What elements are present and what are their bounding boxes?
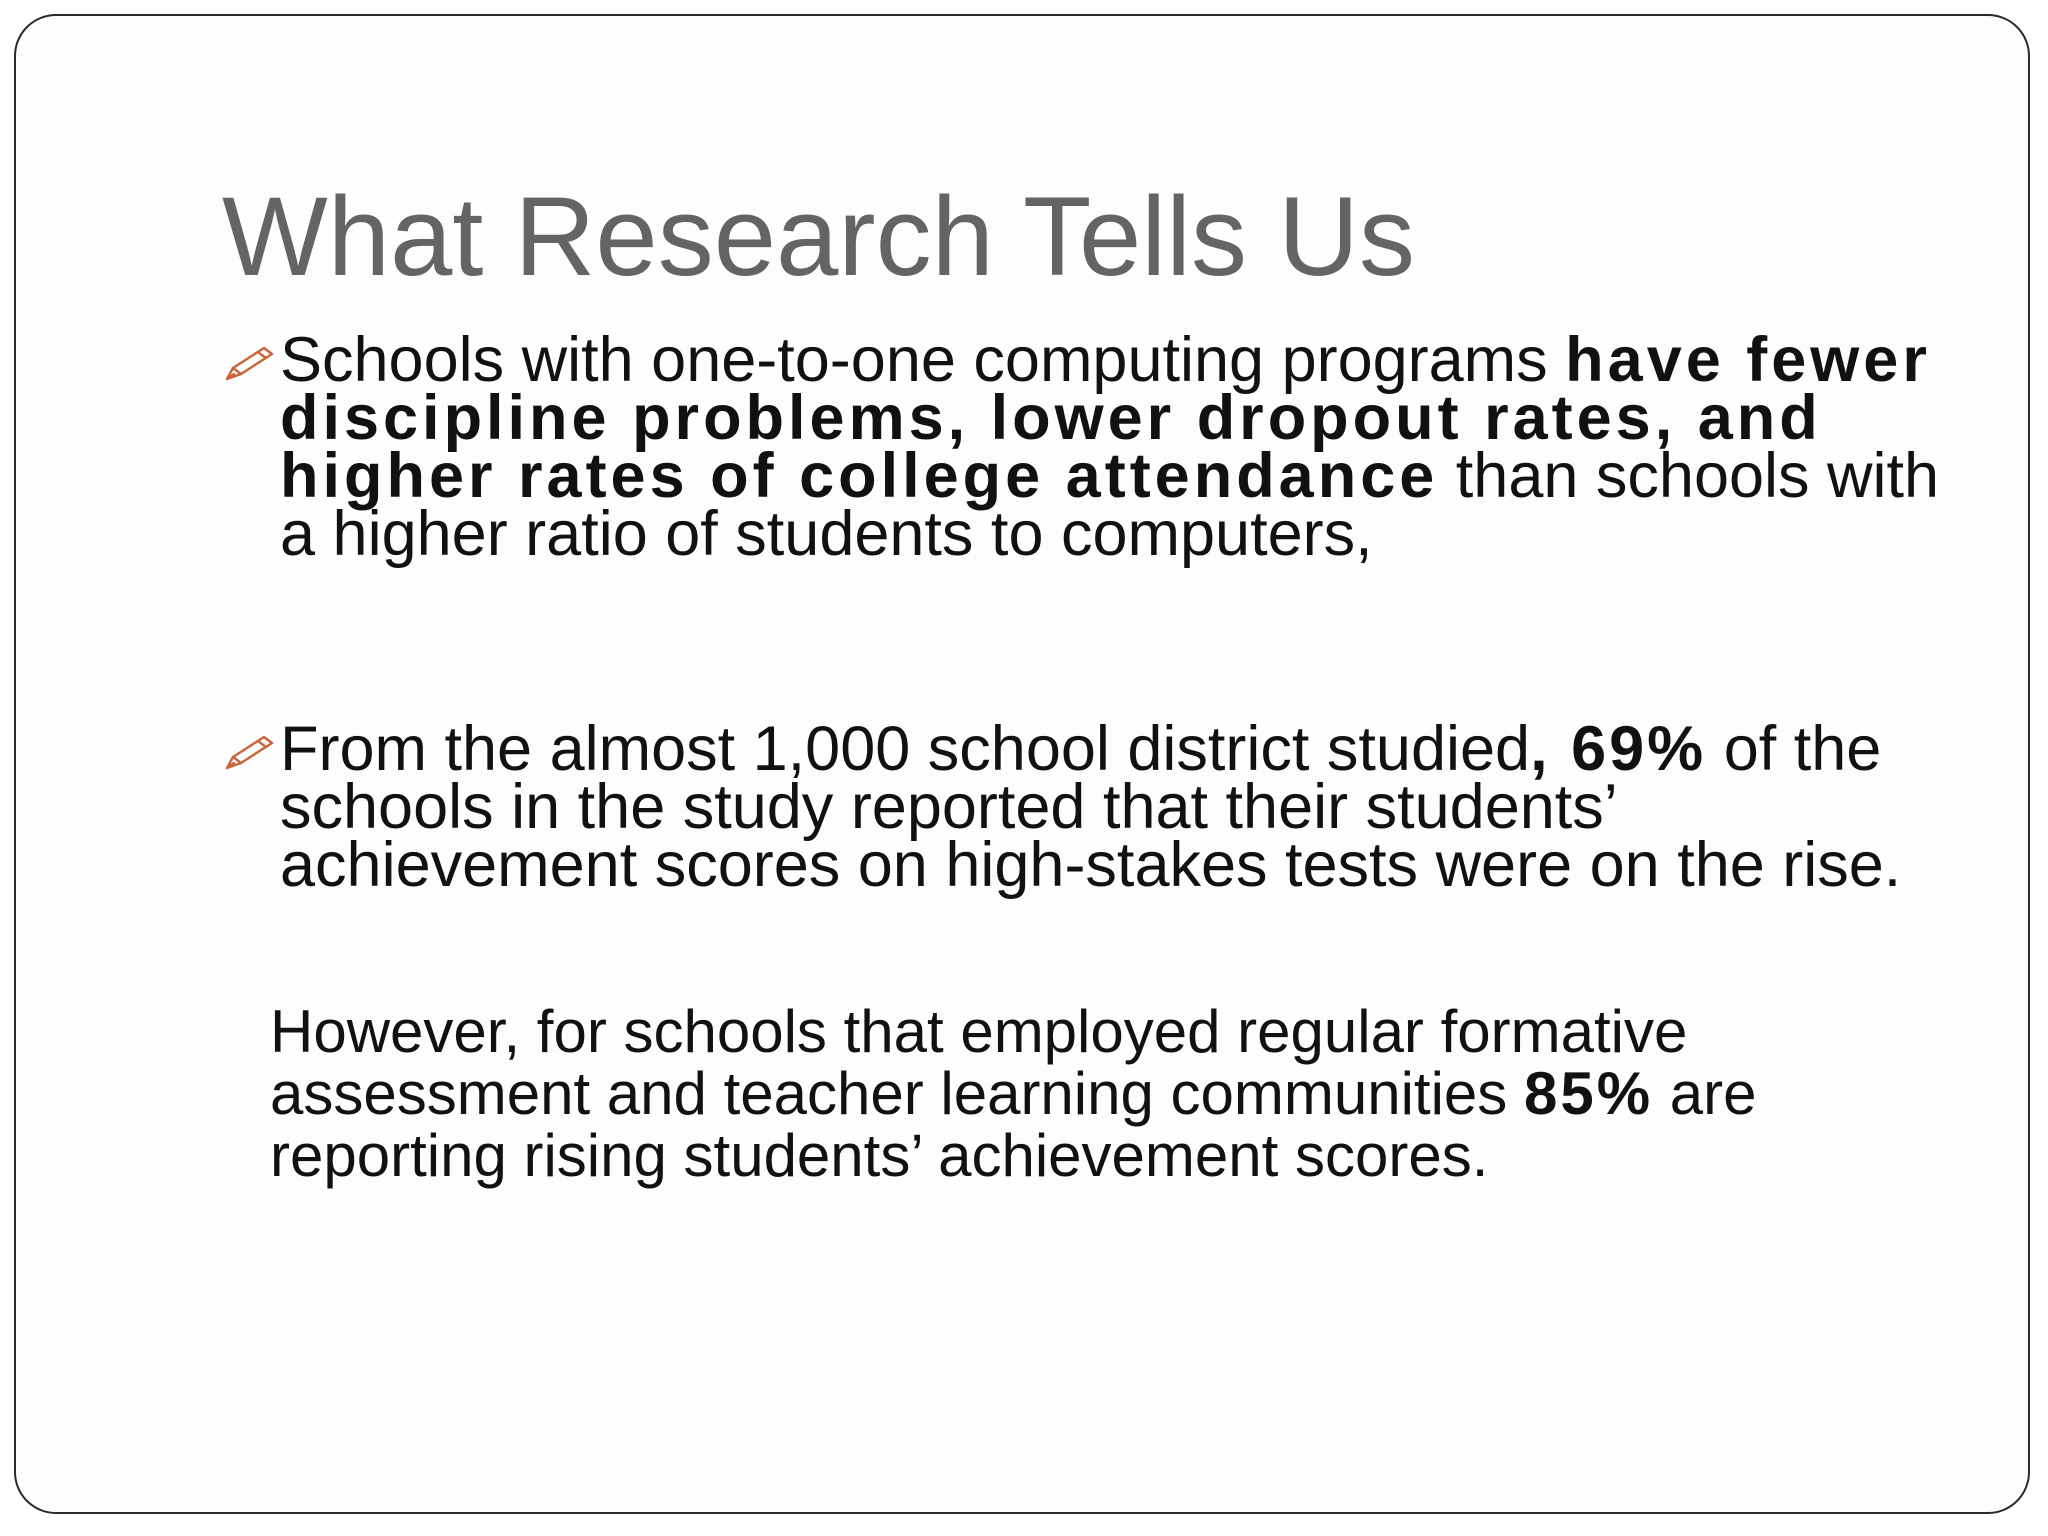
bullet-text <box>280 325 1942 569</box>
bullet-text-bold: , 69% <box>1530 714 1707 784</box>
paragraph-text-regular: are reporting rising students’ achievement scores. <box>270 1060 1757 1189</box>
bullet-text-regular: From the almost 1,000 school district studied <box>280 714 1531 784</box>
pen-nib-icon <box>222 732 276 772</box>
pen-nib-icon <box>222 343 276 383</box>
bullet-text <box>280 714 1942 900</box>
paragraph-text-regular: However, for schools that employed regular formative assessment and teacher learning communities <box>270 998 1688 1127</box>
bullet-text-regular: than schools with a higher ratio of students to computers, <box>280 441 1940 569</box>
paragraph-text-bold: 85% <box>1523 1060 1654 1127</box>
bullet-text-bold: have fewer discipline problems, lower dropout rates, and higher rates of college attendance <box>280 325 1931 511</box>
slide-title: What Research Tells Us <box>222 174 1416 299</box>
bullet-text-regular: Schools with one-to-one computing programs <box>280 325 1566 395</box>
bullet-item <box>222 714 1942 900</box>
closing-paragraph <box>270 998 1930 1189</box>
bullet-item <box>222 325 1942 569</box>
bullet-text-regular: of the schools in the study reported that their students’ achievement scores on high-stakes tests were on the rise. <box>280 714 1902 900</box>
